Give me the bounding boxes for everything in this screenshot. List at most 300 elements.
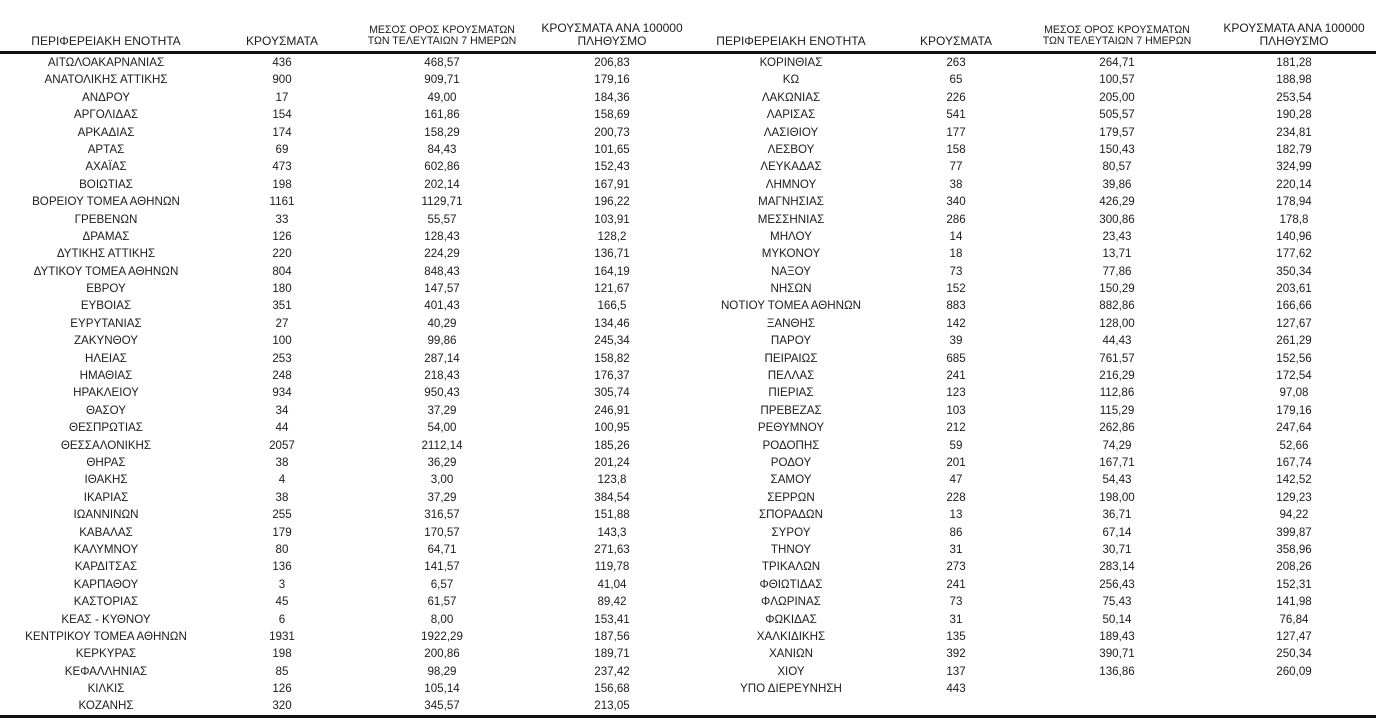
table-cell: ΡΟΔΟΥ <box>770 455 812 469</box>
table-cell: 505,57 <box>1099 108 1135 122</box>
table-cell: 52,66 <box>1279 438 1309 452</box>
table-row <box>0 124 1376 141</box>
table-cell: 198 <box>272 177 292 191</box>
cases-table <box>0 8 1376 718</box>
table-cell: 152,43 <box>594 160 630 174</box>
table-cell: ΚΕΑΣ - ΚΥΘΝΟΥ <box>61 612 151 626</box>
table-cell: 161,86 <box>424 108 460 122</box>
table-cell: 6,57 <box>430 577 454 591</box>
table-cell: 473 <box>272 160 292 174</box>
table-cell: 18 <box>949 247 963 261</box>
table-cell: 136 <box>272 560 292 574</box>
table-row <box>0 193 1376 210</box>
table-cell: 73 <box>949 595 963 609</box>
table-cell: 134,46 <box>594 316 630 330</box>
table-cell: 345,57 <box>424 699 460 713</box>
table-cell: 76,84 <box>1279 612 1309 626</box>
table-cell: 137 <box>946 664 966 678</box>
table-header-row <box>0 8 1376 54</box>
table-cell: 220 <box>272 247 292 261</box>
table-cell: ΑΝΑΤΟΛΙΚΗΣ ΑΤΤΙΚΗΣ <box>44 73 168 87</box>
table-cell: 203,61 <box>1276 282 1312 296</box>
table-cell: 50,14 <box>1102 612 1132 626</box>
table-row <box>0 541 1376 558</box>
table-cell: 38 <box>275 490 289 504</box>
table-cell: 31 <box>949 612 963 626</box>
table-row <box>0 611 1376 628</box>
table-row <box>0 176 1376 193</box>
table-row <box>0 280 1376 297</box>
col-header-avg7-left-line1: ΜΕΣΟΣ ΟΡΟΣ ΚΡΟΥΣΜΑΤΩΝ <box>369 23 515 36</box>
table-cell: 85 <box>275 664 289 678</box>
table-cell: ΣΥΡΟΥ <box>771 525 811 539</box>
table-cell: 40,29 <box>427 316 457 330</box>
table-row <box>0 297 1376 314</box>
table-cell: ΒΟΡΕΙΟΥ ΤΟΜΕΑ ΑΘΗΝΩΝ <box>32 195 180 209</box>
table-cell: 17 <box>275 90 289 104</box>
table-cell: 190,28 <box>1276 108 1312 122</box>
table-cell: 188,98 <box>1276 73 1312 87</box>
table-cell: 27 <box>275 316 289 330</box>
table-cell: 1129,71 <box>421 195 463 209</box>
table-cell: 123,8 <box>597 473 627 487</box>
table-cell: ΝΗΣΩΝ <box>770 282 812 296</box>
table-cell: 141,57 <box>424 560 460 574</box>
table-cell: ΚΟΡΙΝΘΙΑΣ <box>759 56 823 69</box>
table-cell: 212 <box>946 421 966 435</box>
table-cell: 261,29 <box>1276 334 1312 348</box>
table-cell: 100 <box>272 334 292 348</box>
table-cell: 176,37 <box>594 369 630 383</box>
table-cell: ΜΑΓΝΗΣΙΑΣ <box>758 195 824 209</box>
table-cell: 170,57 <box>424 525 460 539</box>
table-cell: ΧΑΝΙΩΝ <box>768 647 814 661</box>
table-cell: ΤΗΝΟΥ <box>770 542 812 556</box>
table-cell: ΣΕΡΡΩΝ <box>767 490 815 504</box>
table-cell: ΖΑΚΥΝΘΟΥ <box>73 334 139 348</box>
table-cell: ΚΕΝΤΡΙΚΟΥ ΤΟΜΕΑ ΑΘΗΝΩΝ <box>25 629 187 643</box>
table-cell: ΠΡΕΒΕΖΑΣ <box>760 403 822 417</box>
table-cell: 167,91 <box>594 177 630 191</box>
table-cell: ΚΑΒΑΛΑΣ <box>79 525 133 539</box>
col-header-per100k-right <box>1212 22 1376 48</box>
table-cell: 47 <box>949 473 963 487</box>
table-cell: ΕΥΒΟΙΑΣ <box>80 299 132 313</box>
table-cell: 31 <box>949 542 963 556</box>
table-cell: 154 <box>272 108 292 122</box>
table-cell: ΠΕΛΛΑΣ <box>767 369 815 383</box>
table-cell: ΤΡΙΚΑΛΩΝ <box>761 560 821 574</box>
table-cell: ΑΡΤΑΣ <box>87 142 125 156</box>
col-header-per100k-left <box>532 22 692 48</box>
table-cell: ΡΟΔΟΠΗΣ <box>762 438 820 452</box>
table-cell: 97,08 <box>1279 386 1309 400</box>
table-cell: 101,65 <box>594 142 630 156</box>
table-cell: 208,26 <box>1276 560 1312 574</box>
table-cell: 273 <box>946 560 966 574</box>
table-cell: 74,29 <box>1102 438 1132 452</box>
table-cell: 150,43 <box>1099 142 1135 156</box>
table-cell: ΥΠΟ ΔΙΕΡΕΥΝΗΣΗ <box>740 682 842 696</box>
table-cell: 178,8 <box>1279 212 1309 226</box>
table-cell: 848,43 <box>424 264 460 278</box>
table-cell: 392 <box>946 647 966 661</box>
table-cell: 320 <box>272 699 292 713</box>
table-cell: 283,14 <box>1099 560 1135 574</box>
table-cell: 36,29 <box>427 455 457 469</box>
table-cell: 103,91 <box>594 212 630 226</box>
table-cell: ΚΑΡΔΙΤΣΑΣ <box>74 560 138 574</box>
table-cell: ΛΕΥΚΑΔΑΣ <box>760 160 822 174</box>
table-cell: ΜΗΛΟΥ <box>770 229 812 243</box>
table-cell: 390,71 <box>1099 647 1135 661</box>
table-cell: 13,71 <box>1102 247 1132 261</box>
table-row <box>0 663 1376 680</box>
table-cell: 250,34 <box>1276 647 1312 661</box>
table-cell: 198,00 <box>1099 490 1135 504</box>
table-cell: 123 <box>946 386 966 400</box>
table-cell: 882,86 <box>1099 299 1135 313</box>
table-cell: ΛΗΜΝΟΥ <box>765 177 817 191</box>
table-cell: 253 <box>272 351 292 365</box>
table-cell: 135 <box>946 629 966 643</box>
table-row <box>0 89 1376 106</box>
table-cell: 49,00 <box>427 90 457 104</box>
table-cell: 184,36 <box>594 90 630 104</box>
table-cell: ΘΕΣΠΡΩΤΙΑΣ <box>69 421 143 435</box>
table-cell: 61,57 <box>427 595 457 609</box>
table-cell: ΘΗΡΑΣ <box>86 455 126 469</box>
table-cell: ΔΡΑΜΑΣ <box>82 229 130 243</box>
table-cell: ΞΑΝΘΗΣ <box>766 316 816 330</box>
table-cell: 94,22 <box>1279 508 1309 522</box>
table-body <box>0 54 1376 718</box>
table-cell: 105,14 <box>424 682 460 696</box>
table-cell: 934 <box>272 386 292 400</box>
table-cell: 358,96 <box>1276 542 1312 556</box>
col-header-cases-right: ΚΡΟΥΣΜΑΤΑ <box>920 33 992 48</box>
table-cell: 1931 <box>269 629 295 643</box>
table-cell: 128,00 <box>1099 316 1135 330</box>
table-cell: 248 <box>272 369 292 383</box>
table-cell: 80,57 <box>1102 160 1132 174</box>
table-cell: 128,2 <box>597 229 627 243</box>
table-cell: 128,43 <box>424 229 460 243</box>
table-row <box>0 697 1376 714</box>
table-cell: 37,29 <box>427 490 457 504</box>
table-cell: 65 <box>949 73 963 87</box>
table-cell: 177 <box>946 125 966 139</box>
table-cell: 213,05 <box>594 699 630 713</box>
table-cell: ΜΥΚΟΝΟΥ <box>761 247 821 261</box>
table-cell: 256,43 <box>1099 577 1135 591</box>
table-cell: 316,57 <box>424 508 460 522</box>
col-header-region-left: ΠΕΡΙΦΕΡΕΙΑΚΗ ΕΝΟΤΗΤΑ <box>31 33 181 48</box>
table-cell: 245,34 <box>594 334 630 348</box>
table-cell: 33 <box>275 212 289 226</box>
table-cell: 64,71 <box>427 542 457 556</box>
table-row <box>0 437 1376 454</box>
table-row <box>0 524 1376 541</box>
table-cell: ΦΛΩΡΙΝΑΣ <box>761 595 821 609</box>
table-cell: 2112,14 <box>421 438 463 452</box>
table-cell: 36,71 <box>1102 508 1132 522</box>
table-cell: ΣΠΟΡΑΔΩΝ <box>759 508 823 522</box>
table-cell: 234,81 <box>1276 125 1312 139</box>
table-cell: 67,14 <box>1102 525 1132 539</box>
table-cell: 121,67 <box>594 282 630 296</box>
table-cell: 468,57 <box>424 56 460 69</box>
table-cell: ΚΟΖΑΝΗΣ <box>78 699 134 713</box>
table-row <box>0 558 1376 575</box>
table-cell: 127,47 <box>1276 629 1312 643</box>
table-cell: 100,57 <box>1099 73 1135 87</box>
table-cell: 39 <box>949 334 963 348</box>
table-cell: 153,41 <box>594 612 630 626</box>
table-row <box>0 489 1376 506</box>
table-cell: 142 <box>946 316 966 330</box>
table-cell: ΚΕΡΚΥΡΑΣ <box>75 647 137 661</box>
table-cell: 115,29 <box>1099 403 1135 417</box>
table-cell: 37,29 <box>427 403 457 417</box>
table-cell: 247,64 <box>1276 421 1312 435</box>
table-cell: ΗΛΕΙΑΣ <box>85 351 127 365</box>
table-cell: 127,67 <box>1276 316 1312 330</box>
table-cell: 136,71 <box>594 247 630 261</box>
table-row <box>0 71 1376 88</box>
col-header-cases-left: ΚΡΟΥΣΜΑΤΑ <box>246 33 318 48</box>
table-cell: ΕΥΡΥΤΑΝΙΑΣ <box>70 316 142 330</box>
table-cell: 140,96 <box>1276 229 1312 243</box>
table-row <box>0 506 1376 523</box>
table-cell: 178,94 <box>1276 195 1312 209</box>
col-header-avg7-right <box>1022 25 1212 48</box>
table-row <box>0 628 1376 645</box>
table-cell: 89,42 <box>597 595 627 609</box>
table-cell: 59 <box>949 438 963 452</box>
table-row <box>0 576 1376 593</box>
table-cell: ΚΩ <box>782 73 800 87</box>
table-cell: ΘΕΣΣΑΛΟΝΙΚΗΣ <box>60 438 152 452</box>
table-cell: ΠΕΙΡΑΙΩΣ <box>764 351 818 365</box>
table-cell: 401,43 <box>424 299 460 313</box>
table-cell: 38 <box>949 177 963 191</box>
table-cell: 44 <box>275 421 289 435</box>
table-cell: 443 <box>946 682 966 696</box>
table-cell: ΗΜΑΘΙΑΣ <box>79 369 133 383</box>
table-cell: 226 <box>946 90 966 104</box>
table-cell: 3 <box>278 577 286 591</box>
table-cell: 54,43 <box>1102 473 1132 487</box>
table-cell: 167,74 <box>1276 455 1312 469</box>
table-cell: 271,63 <box>594 542 630 556</box>
table-cell: 75,43 <box>1102 595 1132 609</box>
table-cell: 399,87 <box>1276 525 1312 539</box>
table-cell: 136,86 <box>1099 664 1135 678</box>
table-cell: 158,29 <box>424 125 460 139</box>
table-cell: 141,98 <box>1276 595 1312 609</box>
col-header-per100k-left-line2: ΠΛΗΘΥΣΜΟ <box>577 33 647 48</box>
table-cell: 179,16 <box>594 73 630 87</box>
table-cell: 152,31 <box>1276 577 1312 591</box>
table-cell: ΙΘΑΚΗΣ <box>84 473 128 487</box>
table-cell: ΑΡΚΑΔΙΑΣ <box>77 125 135 139</box>
table-row <box>0 228 1376 245</box>
table-cell: ΛΑΡΙΣΑΣ <box>766 108 816 122</box>
table-cell: 147,57 <box>424 282 460 296</box>
table-cell: 69 <box>275 142 289 156</box>
table-cell: 129,23 <box>1276 490 1312 504</box>
table-row <box>0 471 1376 488</box>
table-cell: 158 <box>946 142 966 156</box>
table-cell: 44,43 <box>1102 334 1132 348</box>
table-row <box>0 158 1376 175</box>
table-cell: 324,99 <box>1276 160 1312 174</box>
col-header-region-right: ΠΕΡΙΦΕΡΕΙΑΚΗ ΕΝΟΤΗΤΑ <box>716 33 866 48</box>
table-row <box>0 593 1376 610</box>
table-cell: 150,29 <box>1099 282 1135 296</box>
table-cell: ΛΕΣΒΟΥ <box>767 142 815 156</box>
table-row <box>0 141 1376 158</box>
table-cell: 179 <box>272 525 292 539</box>
table-cell: ΜΕΣΣΗΝΙΑΣ <box>757 212 825 226</box>
table-cell: 164,19 <box>594 264 630 278</box>
table-cell: 172,54 <box>1276 369 1312 383</box>
table-cell: 100,95 <box>594 421 630 435</box>
table-cell: 218,43 <box>424 369 460 383</box>
table-cell: ΣΑΜΟΥ <box>770 473 812 487</box>
table-cell: ΑΙΤΩΛΟΑΚΑΡΝΑΝΙΑΣ <box>47 56 165 69</box>
col-header-avg7-left <box>352 25 532 48</box>
table-cell: ΑΡΓΟΛΙΔΑΣ <box>73 108 139 122</box>
table-row <box>0 332 1376 349</box>
table-cell: 156,68 <box>594 682 630 696</box>
table-row <box>0 419 1376 436</box>
table-cell: 260,09 <box>1276 664 1312 678</box>
table-cell: ΝΑΞΟΥ <box>770 264 812 278</box>
table-cell: 14 <box>949 229 963 243</box>
table-cell: 73 <box>949 264 963 278</box>
table-cell: 34 <box>275 403 289 417</box>
table-cell: 103 <box>946 403 966 417</box>
table-cell: 166,66 <box>1276 299 1312 313</box>
table-cell: 6 <box>278 612 286 626</box>
table-cell: 200,86 <box>424 647 460 661</box>
table-cell: 2057 <box>269 438 295 452</box>
table-cell: ΧΙΟΥ <box>777 664 805 678</box>
table-cell: 198 <box>272 647 292 661</box>
table-cell: ΙΚΑΡΙΑΣ <box>83 490 129 504</box>
table-cell: 77,86 <box>1102 264 1132 278</box>
table-cell: 200,73 <box>594 125 630 139</box>
table-cell: 262,86 <box>1099 421 1135 435</box>
table-cell: 541 <box>946 108 966 122</box>
table-cell: ΔΥΤΙΚΟΥ ΤΟΜΕΑ ΑΘΗΝΩΝ <box>33 264 179 278</box>
table-cell: ΚΑΣΤΟΡΙΑΣ <box>73 595 139 609</box>
table-cell: 179,57 <box>1099 125 1135 139</box>
table-cell: 384,54 <box>594 490 630 504</box>
col-header-avg7-right-line2: ΤΩΝ ΤΕΛΕΥΤΑΙΩΝ 7 ΗΜΕΡΩΝ <box>1042 35 1192 48</box>
table-cell: 228 <box>946 490 966 504</box>
table-cell: 305,74 <box>594 386 630 400</box>
col-header-per100k-right-line2: ΠΛΗΘΥΣΜΟ <box>1259 33 1329 48</box>
table-cell: ΧΑΛΚΙΔΙΚΗΣ <box>756 629 826 643</box>
table-cell: 426,29 <box>1099 195 1135 209</box>
table-cell: 224,29 <box>424 247 460 261</box>
table-row <box>0 384 1376 401</box>
table-cell: 1161 <box>269 195 295 209</box>
table-cell: 189,43 <box>1099 629 1135 643</box>
table-cell: ΛΑΣΙΘΙΟΥ <box>763 125 819 139</box>
table-cell: ΡΕΘΥΜΝΟΥ <box>757 421 825 435</box>
table-cell: 13 <box>949 508 963 522</box>
table-cell: ΚΑΡΠΑΘΟΥ <box>73 577 139 591</box>
table-cell: 216,29 <box>1099 369 1135 383</box>
table-cell: ΠΙΕΡΙΑΣ <box>768 386 814 400</box>
table-cell: 263 <box>946 56 966 69</box>
table-cell: 126 <box>272 682 292 696</box>
table-cell: 900 <box>272 73 292 87</box>
table-cell: ΦΩΚΙΔΑΣ <box>765 612 817 626</box>
table-cell: 38 <box>275 455 289 469</box>
table-cell: 84,43 <box>427 142 457 156</box>
table-cell: 761,57 <box>1099 351 1135 365</box>
table-cell: 241 <box>946 577 966 591</box>
table-cell: 685 <box>946 351 966 365</box>
table-cell: ΚΑΛΥΜΝΟΥ <box>73 542 139 556</box>
table-cell: ΑΝΔΡΟΥ <box>82 90 130 104</box>
table-cell: 54,00 <box>427 421 457 435</box>
table-cell: 185,26 <box>594 438 630 452</box>
table-cell: 167,71 <box>1099 455 1135 469</box>
table-row <box>0 367 1376 384</box>
table-row <box>0 245 1376 262</box>
table-row <box>0 350 1376 367</box>
col-header-avg7-right-line1: ΜΕΣΟΣ ΟΡΟΣ ΚΡΟΥΣΜΑΤΩΝ <box>1044 23 1190 36</box>
table-cell: 174 <box>272 125 292 139</box>
table-cell: ΑΧΑΪΑΣ <box>85 160 127 174</box>
table-cell: 41,04 <box>597 577 627 591</box>
table-cell: ΛΑΚΩΝΙΑΣ <box>761 90 821 104</box>
table-cell: 883 <box>946 299 966 313</box>
table-cell: 151,88 <box>594 508 630 522</box>
table-cell: 99,86 <box>427 334 457 348</box>
table-cell: 3,00 <box>430 473 454 487</box>
table-cell: ΕΒΡΟΥ <box>86 282 126 296</box>
table-cell: 126 <box>272 229 292 243</box>
table-cell: ΒΟΙΩΤΙΑΣ <box>79 177 133 191</box>
table-cell: 182,79 <box>1276 142 1312 156</box>
table-cell: 179,16 <box>1276 403 1312 417</box>
table-cell: 177,62 <box>1276 247 1312 261</box>
table-row <box>0 106 1376 123</box>
table-row <box>0 680 1376 697</box>
table-cell: ΘΑΣΟΥ <box>85 403 127 417</box>
table-cell: 253,54 <box>1276 90 1312 104</box>
table-cell: 255 <box>272 508 292 522</box>
table-cell: 166,5 <box>597 299 627 313</box>
table-cell: 189,71 <box>594 647 630 661</box>
table-cell: 206,83 <box>594 56 630 69</box>
table-cell: ΙΩΑΝΝΙΝΩΝ <box>73 508 139 522</box>
table-cell: 196,22 <box>594 195 630 209</box>
table-cell: 300,86 <box>1099 212 1135 226</box>
table-cell: 30,71 <box>1102 542 1132 556</box>
table-cell: 241 <box>946 369 966 383</box>
table-cell: 152,56 <box>1276 351 1312 365</box>
table-cell: 350,34 <box>1276 264 1312 278</box>
table-row <box>0 315 1376 332</box>
